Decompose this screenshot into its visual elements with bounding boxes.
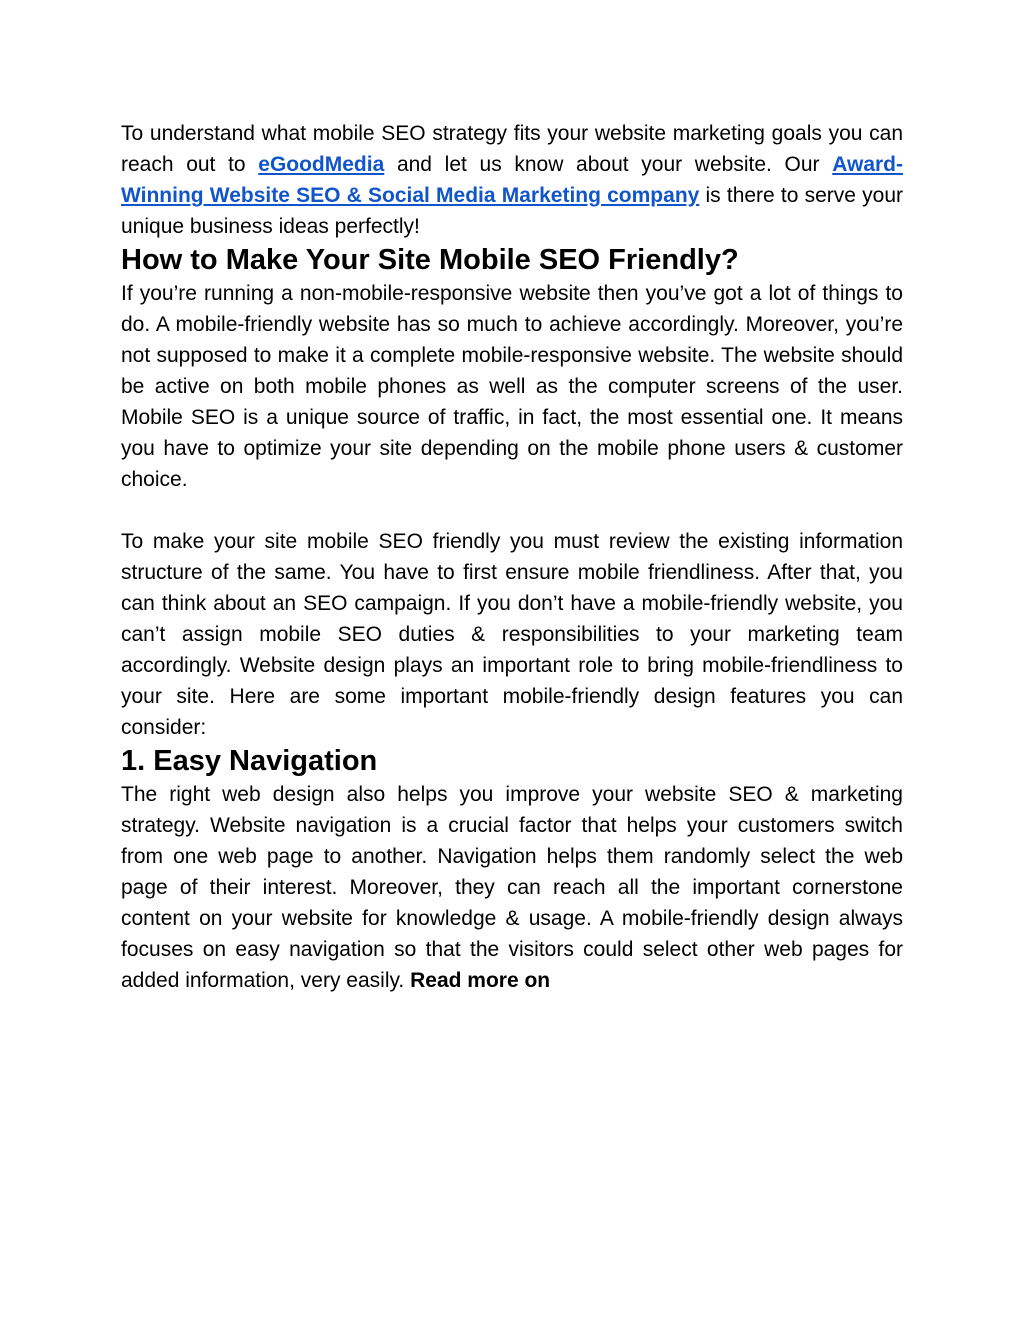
award-winning-company-link[interactable]: Award-Winning Website SEO & Social Media Marketing company: [121, 153, 903, 207]
section-heading-easy-navigation: 1. Easy Navigation: [121, 745, 378, 777]
read-more-label: Read more on: [410, 969, 551, 992]
easy-navigation-paragraph: [121, 779, 903, 996]
mobile-seo-paragraph-2: To make your site mobile SEO friendly you must review the existing information structure of the same. You have to first ensure mobile friendliness. After that, you can think about an SEO campaign. If you don’t have a mobile-friendly website, you can’t assign mobile SEO duties & responsibilities to your marketing team accordingly. Website design plays an important role to bring mobile-friendliness to your site. Here are some important mobile-friendly design features you can consider:: [121, 530, 903, 739]
mobile-seo-paragraph-1: If you’re running a non-mobile-responsive website then you’ve got a lot of things to do. A mobile-friendly website has so much to achieve accordingly. Moreover, you’re not supposed to make it a complete mobile-responsive website. The website should be active on both mobile phones as well as the computer screens of the user. Mobile SEO is a unique source of traffic, in fact, the most essential one. It means you have to optimize your site depending on the mobile phone users & customer choice.: [121, 282, 903, 491]
document-page: [121, 118, 903, 996]
egoodmedia-link[interactable]: eGoodMedia: [258, 153, 385, 176]
intro-text-3: is there to serve your unique business ideas perfectly!: [121, 184, 904, 238]
easy-navigation-text: The right web design also helps you improve your website SEO & marketing strategy. Website navigation is a crucial factor that helps your customers switch from one web page to another. Navigation helps them randomly select the web page of their interest. Moreover, they can reach all the important cornerstone content on your website for knowledge & usage. A mobile-friendly design always focuses on easy navigation so that the visitors could select other web pages for added information, very easily.: [121, 783, 903, 992]
intro-text-1: To understand what mobile SEO strategy fits your website marketing goals you can reach out to: [121, 122, 903, 176]
section-heading-mobile-seo: How to Make Your Site Mobile SEO Friendly?: [121, 244, 739, 276]
intro-paragraph: [121, 118, 903, 242]
intro-text-2: and let us know about your website. Our: [384, 153, 833, 176]
